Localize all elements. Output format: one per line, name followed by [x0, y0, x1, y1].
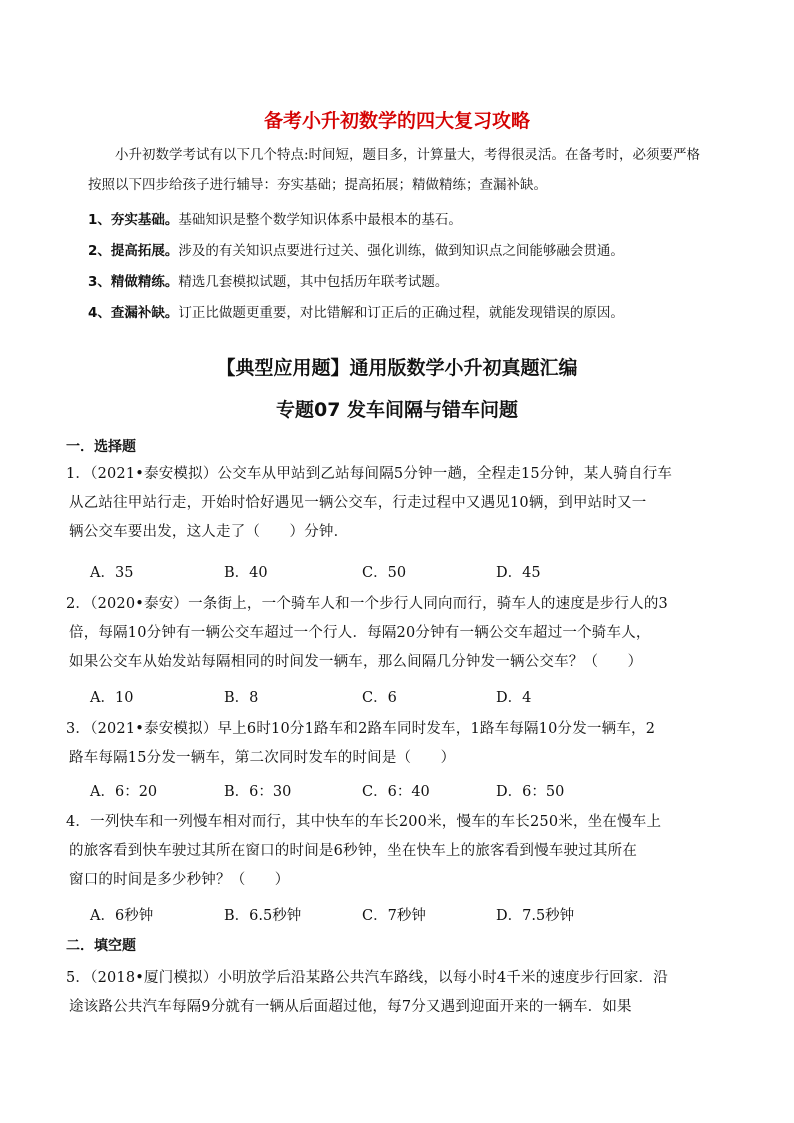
option-d: D．6：50 [496, 784, 565, 800]
option-b: B．6.5秒钟 [224, 908, 302, 924]
question-line: 的旅客看到快车驶过其所在窗口的时间是6秒钟，坐在快车上的旅客看到慢车驶过其所在 [69, 843, 638, 859]
question-line: 4．一列快车和一列慢车相对而行，其中快车的车长200米，慢车的车长250米，坐在慢车上 [66, 814, 662, 830]
question-5 [66, 964, 736, 1022]
option-c: C．50 [362, 565, 407, 581]
part-heading-choice: 一．选择题 [66, 439, 136, 455]
question-line: 倍，每隔10分钟有一辆公交车超过一个行人．每隔20分钟有一辆公交车超过一个骑车人， [69, 625, 651, 641]
tip-item [88, 270, 748, 290]
question-line: 窗口的时间是多少秒钟？（ ） [69, 872, 290, 888]
question-line: 辆公交车要出发，这人走了（ ）分钟． [69, 524, 349, 540]
tip-text: 涉及的有关知识点要进行过关、强化训练，做到知识点之间能够融会贯通。 [178, 243, 624, 259]
question-4 [66, 808, 736, 895]
option-c: C．7秒钟 [362, 908, 426, 924]
topic-heading: 专题07 发车间隔与错车问题 [275, 399, 519, 421]
tip-item [88, 301, 748, 321]
option-d: D．4 [496, 690, 532, 706]
collection-heading: 【典型应用题】通用版数学小升初真题汇编 [216, 357, 578, 379]
question-line: 1．（2021•泰安模拟）公交车从甲站到乙站每间隔5分钟一趟，全程走15分钟，某人骑自行车 [66, 466, 673, 482]
intro-line: 小升初数学考试有以下几个特点:时间短，题目多，计算量大，考得很灵活。在备考时，必须要严格 [115, 147, 701, 163]
tip-item [88, 208, 748, 228]
tip-text: 订正比做题更重要，对比错解和订正后的正确过程，就能发现错误的原因。 [178, 305, 624, 321]
option-a: A．6秒钟 [90, 908, 154, 924]
option-a: A．6：20 [90, 784, 158, 800]
tip-text: 精选几套模拟试题，其中包括历年联考试题。 [178, 274, 449, 290]
tip-text: 基础知识是整个数学知识体系中最根本的基石。 [178, 212, 462, 228]
tip-head: 2、提高拓展。 [88, 243, 179, 259]
question-2 [66, 590, 736, 677]
option-a: A．10 [90, 690, 134, 706]
question-1 [66, 460, 736, 547]
question-line: 2．（2020•泰安）一条街上，一个骑车人和一个步行人同向而行，骑车人的速度是步行人的3 [66, 596, 668, 612]
tip-item [88, 239, 748, 259]
option-c: C．6 [362, 690, 397, 706]
option-a: A．35 [90, 565, 134, 581]
option-c: C．6：40 [362, 784, 430, 800]
question-3 [66, 715, 736, 773]
question-line: 从乙站往甲站行走，开始时恰好遇见一辆公交车，行走过程中又遇见10辆，到甲站时又一 [69, 495, 647, 511]
part-heading-fill: 二．填空题 [66, 938, 136, 954]
question-line: 如果公交车从始发站每隔相同的时间发一辆车，那么间隔几分钟发一辆公交车？（ ） [69, 654, 643, 670]
tip-head: 4、查漏补缺。 [88, 305, 179, 321]
option-b: B．6：30 [224, 784, 292, 800]
question-line: 5．（2018•厦门模拟）小明放学后沿某路公共汽车路线，以每小时4千米的速度步行回家．沿 [66, 970, 668, 986]
intro-line: 按照以下四步给孩子进行辅导：夯实基础；提高拓展；精做精练；查漏补缺。 [88, 177, 547, 193]
question-line: 途该路公共汽车每隔9分就有一辆从后面超过他，每7分又遇到迎面开来的一辆车．如果 [69, 999, 632, 1015]
question-line: 3．（2021•泰安模拟）早上6时10分1路车和2路车同时发车，1路车每隔10分发一辆车，2 [66, 721, 656, 737]
question-line: 路车每隔15分发一辆车，第二次同时发车的时间是（ ） [69, 750, 456, 766]
option-d: D．45 [496, 565, 541, 581]
tip-head: 1、夯实基础。 [88, 212, 179, 228]
tip-head: 3、精做精练。 [88, 274, 179, 290]
option-b: B．8 [224, 690, 259, 706]
option-b: B．40 [224, 565, 268, 581]
option-d: D．7.5秒钟 [496, 908, 575, 924]
intro-paragraph [88, 140, 748, 200]
doc-title: 备考小升初数学的四大复习攻略 [263, 110, 530, 132]
